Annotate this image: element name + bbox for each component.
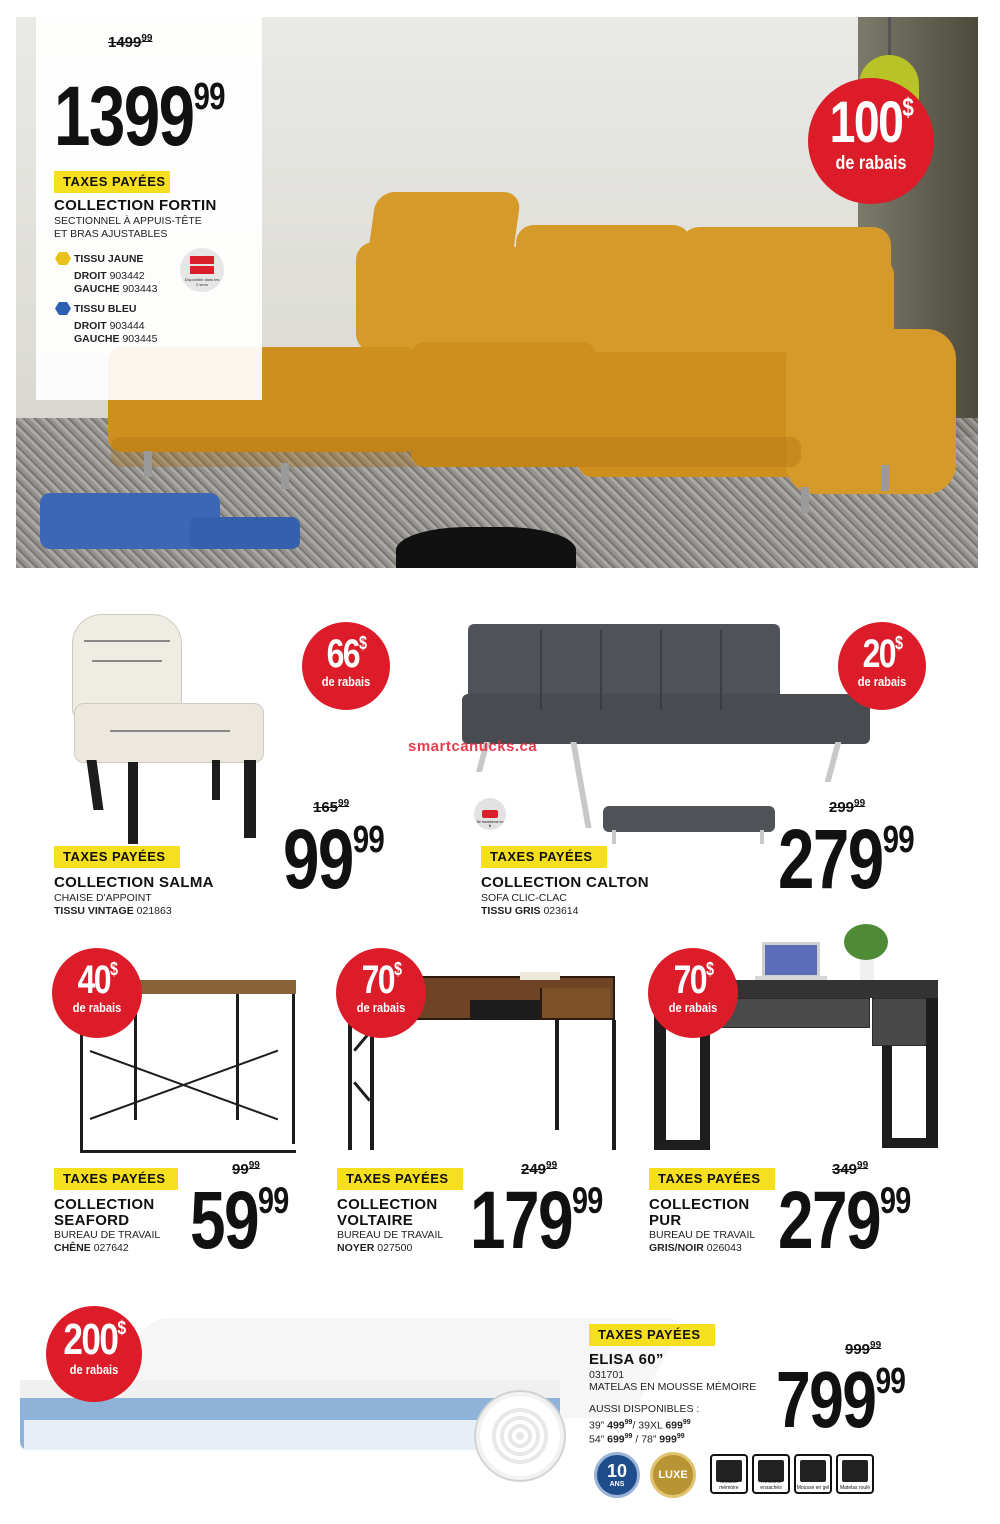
voltaire-taxes-badge: TAXES PAYÉES bbox=[337, 1168, 463, 1190]
seaford-finish: CHÊNE 027642 bbox=[54, 1242, 129, 1254]
hero-subtitle: ET BRAS AJUSTABLES bbox=[54, 228, 168, 240]
hero-title: COLLECTION FORTIN bbox=[54, 197, 217, 214]
pur-price: $279^{99}$ bbox=[778, 1175, 911, 1266]
sofa-leg bbox=[801, 487, 809, 513]
sofa-back-cushion bbox=[356, 242, 521, 352]
pur-finish: GRIS/NOIR 026043 bbox=[649, 1242, 742, 1254]
voltaire-price: $179^{99}$ bbox=[470, 1175, 603, 1266]
pur-old-price: $349^{99}$ bbox=[832, 1160, 869, 1178]
warranty-badge-icon: 10 ANS bbox=[594, 1452, 640, 1498]
calton-title: COLLECTION CALTON bbox=[481, 874, 649, 891]
watermark-text: smartcanucks.ca bbox=[408, 738, 538, 755]
calton-old-price: $299^{99}$ bbox=[829, 798, 866, 816]
blue-sofa-variant bbox=[40, 483, 304, 563]
pur-title-line2: PUR bbox=[649, 1212, 682, 1229]
sofa-base bbox=[111, 437, 801, 467]
salma-subtitle: CHAISE D'APPOINT bbox=[54, 892, 152, 904]
calton-discount-badge: 20$ de rabais bbox=[838, 622, 926, 710]
seaford-title-line2: SEAFORD bbox=[54, 1212, 130, 1229]
voltaire-title-line1: COLLECTION bbox=[337, 1196, 438, 1213]
yellow-left-code: GAUCHE 903443 bbox=[74, 283, 158, 295]
yellow-right-code: DROIT 903442 bbox=[74, 270, 145, 282]
elisa-sizes-row2: 54” $699^{99} / 78$” $999^{99}$ bbox=[589, 1433, 685, 1446]
seaford-taxes-badge: TAXES PAYÉES bbox=[54, 1168, 178, 1190]
seaford-title-line1: COLLECTION bbox=[54, 1196, 155, 1213]
pur-title-line1: COLLECTION bbox=[649, 1196, 750, 1213]
calton-taxes-badge: TAXES PAYÉES bbox=[481, 846, 607, 868]
hero-taxes-badge: TAXES PAYÉES bbox=[54, 171, 170, 193]
salma-old-price: $165^{99}$ bbox=[313, 798, 350, 816]
voltaire-discount-badge: 70$ de rabais bbox=[336, 948, 426, 1038]
memory-foam-icon: Mousse mémoire bbox=[710, 1454, 748, 1494]
elisa-also-available: AUSSI DISPONIBLES : bbox=[589, 1403, 700, 1415]
salma-price: $99^{99}$ bbox=[283, 812, 384, 906]
rolled-mattress-icon: Matelas roulé bbox=[836, 1454, 874, 1494]
calton-subtitle: SOFA CLIC-CLAC bbox=[481, 892, 567, 904]
salma-fabric: TISSU VINTAGE 021863 bbox=[54, 905, 172, 917]
luxe-seal-icon: LUXE bbox=[650, 1452, 696, 1498]
elisa-sizes-row1: 39” $499^{99}/$ 39XL $699^{99}$ bbox=[589, 1419, 691, 1432]
elisa-title: ELISA 60” bbox=[589, 1351, 664, 1368]
elisa-old-price: $999^{99}$ bbox=[845, 1340, 882, 1358]
sofa-bed-icon: Se transforme en lit bbox=[474, 798, 506, 830]
lamp-cord bbox=[888, 17, 891, 59]
elisa-taxes-badge: TAXES PAYÉES bbox=[589, 1324, 715, 1346]
pocket-springs-icon: Ressorts ensachés bbox=[752, 1454, 790, 1494]
voltaire-title-line2: VOLTAIRE bbox=[337, 1212, 414, 1229]
elisa-discount-badge: 200$ de rabais bbox=[46, 1306, 142, 1402]
voltaire-subtitle: BUREAU DE TRAVAIL bbox=[337, 1229, 444, 1241]
hero-price: 1399$^{99}$ bbox=[54, 69, 225, 163]
blue-left-code: GAUCHE 903445 bbox=[74, 333, 158, 345]
gel-foam-icon: Mousse en gel bbox=[794, 1454, 832, 1494]
sofa-leg bbox=[144, 451, 152, 477]
calton-fabric: TISSU GRIS 023614 bbox=[481, 905, 579, 917]
calton-price: $279^{99}$ bbox=[778, 812, 914, 906]
fabric-yellow-label: TISSU JAUNE bbox=[74, 253, 144, 265]
seaford-subtitle: BUREAU DE TRAVAIL bbox=[54, 1229, 161, 1241]
salma-taxes-badge: TAXES PAYÉES bbox=[54, 846, 180, 868]
blue-right-code: DROIT 903444 bbox=[74, 320, 145, 332]
seaford-discount-badge: 40$ de rabais bbox=[52, 948, 142, 1038]
reversible-icon: Disponible dans les 2 sens bbox=[180, 248, 224, 292]
pur-taxes-badge: TAXES PAYÉES bbox=[649, 1168, 775, 1190]
pur-discount-badge: 70$ de rabais bbox=[648, 948, 738, 1038]
salma-discount-badge: 66$ de rabais bbox=[302, 622, 390, 710]
hero-subtitle: SECTIONNEL À APPUIS-TÊTE bbox=[54, 215, 202, 227]
voltaire-finish: NOYER 027500 bbox=[337, 1242, 413, 1254]
elisa-price: $799^{99}$ bbox=[776, 1355, 906, 1444]
hero-discount-badge: 100$ de rabais bbox=[808, 78, 934, 204]
seaford-price: $59^{99}$ bbox=[190, 1175, 289, 1266]
voltaire-old-price: $249^{99}$ bbox=[521, 1160, 558, 1178]
salma-title: COLLECTION SALMA bbox=[54, 874, 214, 891]
decor-bowl bbox=[396, 527, 576, 568]
pur-subtitle: BUREAU DE TRAVAIL bbox=[649, 1229, 756, 1241]
seaford-old-price: $99^{99}$ bbox=[232, 1160, 260, 1178]
elisa-subtitle: MATELAS EN MOUSSE MÉMOIRE bbox=[589, 1381, 757, 1393]
elisa-code: 031701 bbox=[589, 1369, 625, 1381]
sofa-armrest bbox=[786, 329, 956, 494]
fabric-blue-label: TISSU BLEU bbox=[74, 303, 137, 315]
hero-old-price: 1499$^{99}$ bbox=[108, 33, 153, 51]
sofa-leg bbox=[881, 465, 889, 491]
